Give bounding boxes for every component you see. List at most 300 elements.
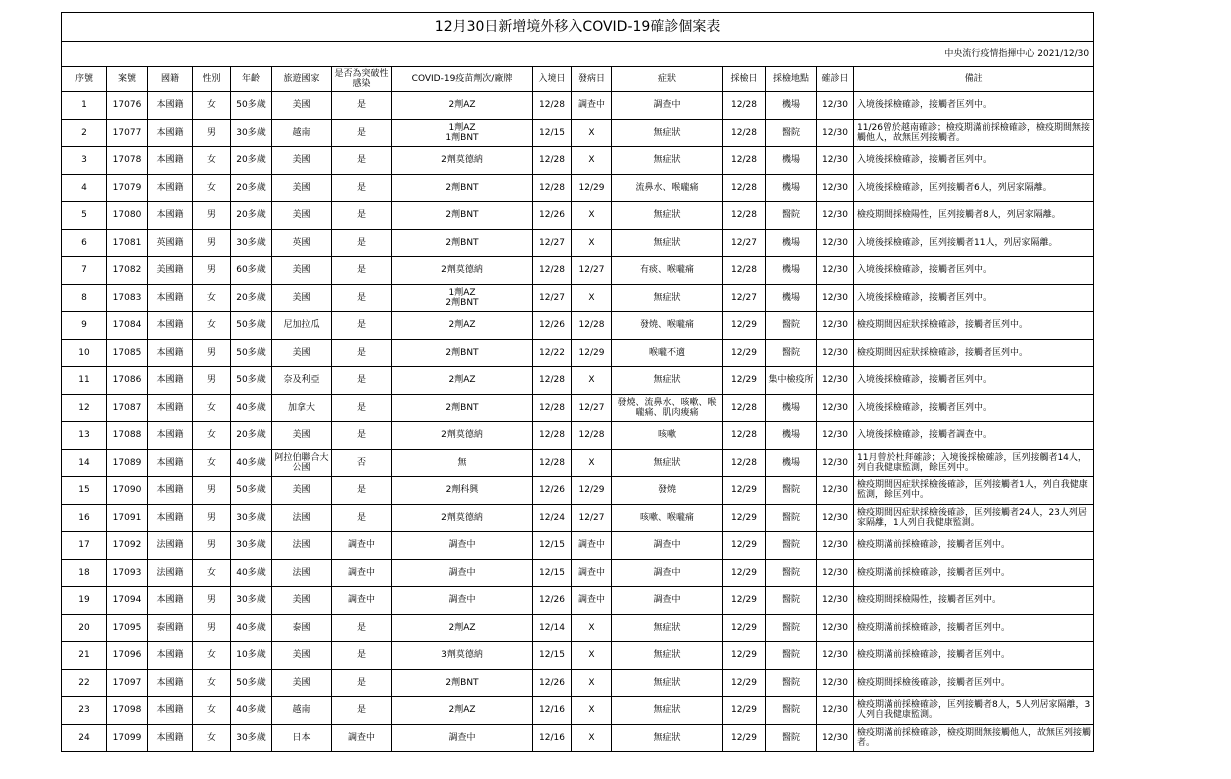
col-case-id-header: 案號 (107, 67, 148, 92)
table-row (62, 229, 1094, 257)
col-vaccine-cell: 2劑莫德納 (392, 147, 533, 175)
col-seq-cell: 9 (62, 312, 107, 340)
col-travel-country-cell: 美國 (272, 174, 332, 202)
col-remarks-cell: 檢疫期間因症狀採檢後確診，匡列接觸者24人，23人列居家隔離，1人列自我健康監測。 (854, 504, 1094, 532)
col-case-id-cell: 17097 (107, 669, 148, 697)
col-remarks-cell: 入境後採檢確診，接觸者匡列中。 (854, 147, 1094, 175)
col-symptoms-cell: 無症狀 (612, 669, 723, 697)
col-symptoms-cell: 喉嚨不適 (612, 339, 723, 367)
col-entry-date-cell: 12/27 (533, 229, 572, 257)
col-case-id-cell: 17084 (107, 312, 148, 340)
col-test-date-cell: 12/28 (723, 174, 766, 202)
col-onset-date-cell: X (572, 697, 612, 725)
col-vaccine-cell: 2劑BNT (392, 202, 533, 230)
col-sex-cell: 女 (193, 312, 231, 340)
col-onset-date-cell: X (572, 147, 612, 175)
col-symptoms-cell: 調查中 (612, 532, 723, 560)
col-nationality-cell: 本國籍 (148, 284, 193, 312)
col-case-id-cell: 17077 (107, 119, 148, 147)
col-confirm-date-cell: 12/30 (817, 449, 854, 477)
col-seq-cell: 4 (62, 174, 107, 202)
col-remarks-cell: 檢疫期間因症狀採檢確診，接觸者匡列中。 (854, 312, 1094, 340)
col-entry-date-cell: 12/28 (533, 367, 572, 395)
col-sex-cell: 女 (193, 669, 231, 697)
table-row (62, 724, 1094, 752)
col-test-date-cell: 12/28 (723, 202, 766, 230)
col-nationality-cell: 本國籍 (148, 724, 193, 752)
col-seq-cell: 11 (62, 367, 107, 395)
col-remarks-cell: 檢疫期間因症狀採檢確診，接觸者匡列中。 (854, 339, 1094, 367)
col-breakthrough-cell: 是 (332, 202, 392, 230)
col-remarks-cell: 檢疫期滿前採檢確診，接觸者匡列中。 (854, 614, 1094, 642)
col-test-location-cell: 醫院 (766, 587, 817, 615)
col-travel-country-cell: 泰國 (272, 614, 332, 642)
col-sex-cell: 男 (193, 614, 231, 642)
col-vaccine-cell: 3劑莫德納 (392, 642, 533, 670)
col-breakthrough-cell: 是 (332, 312, 392, 340)
col-vaccine-cell: 2劑AZ (392, 697, 533, 725)
col-vaccine-cell: 2劑BNT (392, 669, 533, 697)
col-breakthrough-cell: 是 (332, 147, 392, 175)
col-case-id-cell: 17079 (107, 174, 148, 202)
col-symptoms-cell: 無症狀 (612, 614, 723, 642)
col-symptoms-cell: 有痰、喉嚨痛 (612, 257, 723, 285)
col-nationality-cell: 本國籍 (148, 477, 193, 505)
col-confirm-date-cell: 12/30 (817, 422, 854, 450)
col-travel-country-cell: 加拿大 (272, 394, 332, 422)
col-sex-cell: 男 (193, 477, 231, 505)
col-seq-cell: 1 (62, 92, 107, 120)
col-symptoms-cell: 咳嗽、喉嚨痛 (612, 504, 723, 532)
col-breakthrough-cell: 是 (332, 257, 392, 285)
col-age-cell: 30多歲 (231, 724, 272, 752)
col-entry-date-cell: 12/28 (533, 422, 572, 450)
col-breakthrough-header: 是否為突破性 感染 (332, 67, 392, 92)
col-test-location-cell: 醫院 (766, 642, 817, 670)
col-travel-country-cell: 法國 (272, 532, 332, 560)
col-case-id-cell: 17099 (107, 724, 148, 752)
col-vaccine-cell: 調查中 (392, 724, 533, 752)
col-sex-cell: 女 (193, 642, 231, 670)
col-symptoms-cell: 無症狀 (612, 147, 723, 175)
col-onset-date-cell: 調查中 (572, 559, 612, 587)
col-onset-date-cell: 12/29 (572, 174, 612, 202)
col-vaccine-cell: 調查中 (392, 532, 533, 560)
col-sex-cell: 男 (193, 119, 231, 147)
col-symptoms-cell: 發燒、流鼻水、咳嗽、喉嚨痛、肌肉痠痛 (612, 394, 723, 422)
col-travel-country-cell: 越南 (272, 697, 332, 725)
col-entry-date-cell: 12/26 (533, 312, 572, 340)
col-test-location-cell: 機場 (766, 147, 817, 175)
col-age-cell: 50多歲 (231, 477, 272, 505)
col-breakthrough-cell: 是 (332, 614, 392, 642)
col-onset-date-cell: X (572, 614, 612, 642)
col-entry-date-header: 入境日 (533, 67, 572, 92)
col-remarks-cell: 檢疫期滿前採檢確診，接觸者匡列中。 (854, 532, 1094, 560)
col-seq-cell: 17 (62, 532, 107, 560)
col-travel-country-header: 旅遊國家 (272, 67, 332, 92)
col-vaccine-cell: 2劑BNT (392, 339, 533, 367)
table-row (62, 312, 1094, 340)
col-travel-country-cell: 尼加拉瓜 (272, 312, 332, 340)
col-case-id-cell: 17092 (107, 532, 148, 560)
col-travel-country-cell: 美國 (272, 339, 332, 367)
col-age-cell: 30多歲 (231, 119, 272, 147)
col-confirm-date-cell: 12/30 (817, 174, 854, 202)
col-nationality-cell: 本國籍 (148, 422, 193, 450)
col-confirm-date-cell: 12/30 (817, 532, 854, 560)
col-seq-cell: 6 (62, 229, 107, 257)
col-onset-date-header: 發病日 (572, 67, 612, 92)
col-sex-cell: 女 (193, 697, 231, 725)
col-travel-country-cell: 美國 (272, 147, 332, 175)
col-age-cell: 20多歲 (231, 202, 272, 230)
col-confirm-date-cell: 12/30 (817, 312, 854, 340)
table-row (62, 367, 1094, 395)
col-test-date-cell: 12/28 (723, 119, 766, 147)
col-seq-cell: 8 (62, 284, 107, 312)
col-sex-cell: 女 (193, 724, 231, 752)
table-row (62, 697, 1094, 725)
col-confirm-date-cell: 12/30 (817, 587, 854, 615)
table-row (62, 669, 1094, 697)
col-onset-date-cell: 調查中 (572, 92, 612, 120)
col-confirm-date-cell: 12/30 (817, 202, 854, 230)
col-nationality-cell: 本國籍 (148, 697, 193, 725)
col-symptoms-cell: 無症狀 (612, 449, 723, 477)
col-age-cell: 20多歲 (231, 147, 272, 175)
col-sex-cell: 女 (193, 174, 231, 202)
table-row (62, 284, 1094, 312)
col-entry-date-cell: 12/15 (533, 532, 572, 560)
col-test-location-cell: 醫院 (766, 202, 817, 230)
col-breakthrough-cell: 是 (332, 284, 392, 312)
col-vaccine-cell: 調查中 (392, 559, 533, 587)
col-nationality-cell: 美國籍 (148, 257, 193, 285)
table-row (62, 92, 1094, 120)
col-sex-cell: 女 (193, 559, 231, 587)
col-breakthrough-cell: 調查中 (332, 532, 392, 560)
col-remarks-cell: 入境後採檢確診，接觸者調查中。 (854, 422, 1094, 450)
col-vaccine-cell: 2劑BNT (392, 229, 533, 257)
col-seq-cell: 14 (62, 449, 107, 477)
col-entry-date-cell: 12/28 (533, 174, 572, 202)
col-case-id-cell: 17096 (107, 642, 148, 670)
col-test-location-cell: 機場 (766, 394, 817, 422)
col-vaccine-header: COVID-19疫苗劑次/廠牌 (392, 67, 533, 92)
col-entry-date-cell: 12/15 (533, 642, 572, 670)
col-travel-country-cell: 美國 (272, 642, 332, 670)
col-case-id-cell: 17087 (107, 394, 148, 422)
col-breakthrough-cell: 是 (332, 422, 392, 450)
col-remarks-cell: 入境後採檢確診，接觸者匡列中。 (854, 367, 1094, 395)
col-vaccine-cell: 無 (392, 449, 533, 477)
col-age-cell: 40多歲 (231, 559, 272, 587)
col-age-cell: 50多歲 (231, 92, 272, 120)
col-onset-date-cell: X (572, 642, 612, 670)
col-seq-cell: 5 (62, 202, 107, 230)
col-seq-cell: 19 (62, 587, 107, 615)
col-nationality-cell: 本國籍 (148, 669, 193, 697)
col-case-id-cell: 17091 (107, 504, 148, 532)
col-remarks-cell: 入境後採檢確診，匡列接觸者11人，列居家隔離。 (854, 229, 1094, 257)
col-entry-date-cell: 12/28 (533, 394, 572, 422)
col-confirm-date-cell: 12/30 (817, 339, 854, 367)
col-confirm-date-cell: 12/30 (817, 477, 854, 505)
col-breakthrough-cell: 是 (332, 477, 392, 505)
col-symptoms-header: 症狀 (612, 67, 723, 92)
col-breakthrough-cell: 調查中 (332, 587, 392, 615)
col-age-cell: 30多歲 (231, 504, 272, 532)
col-onset-date-cell: X (572, 449, 612, 477)
col-test-location-cell: 醫院 (766, 477, 817, 505)
col-onset-date-cell: 12/27 (572, 504, 612, 532)
table-row (62, 119, 1094, 147)
col-sex-cell: 女 (193, 147, 231, 175)
col-travel-country-cell: 美國 (272, 92, 332, 120)
col-sex-header: 性別 (193, 67, 231, 92)
col-onset-date-cell: X (572, 119, 612, 147)
col-breakthrough-cell: 是 (332, 92, 392, 120)
col-confirm-date-cell: 12/30 (817, 119, 854, 147)
col-breakthrough-cell: 是 (332, 339, 392, 367)
col-test-date-cell: 12/29 (723, 559, 766, 587)
col-seq-cell: 21 (62, 642, 107, 670)
col-case-id-cell: 17083 (107, 284, 148, 312)
col-age-cell: 50多歲 (231, 312, 272, 340)
col-travel-country-cell: 美國 (272, 422, 332, 450)
col-nationality-cell: 法國籍 (148, 532, 193, 560)
col-age-cell: 60多歲 (231, 257, 272, 285)
col-travel-country-cell: 法國 (272, 559, 332, 587)
col-breakthrough-cell: 是 (332, 504, 392, 532)
col-travel-country-cell: 美國 (272, 587, 332, 615)
col-vaccine-cell: 2劑莫德納 (392, 422, 533, 450)
col-age-cell: 50多歲 (231, 339, 272, 367)
col-onset-date-cell: 調查中 (572, 587, 612, 615)
col-symptoms-cell: 流鼻水、喉嚨痛 (612, 174, 723, 202)
col-confirm-date-cell: 12/30 (817, 367, 854, 395)
col-test-location-cell: 醫院 (766, 614, 817, 642)
col-entry-date-cell: 12/28 (533, 257, 572, 285)
col-test-date-cell: 12/28 (723, 422, 766, 450)
col-sex-cell: 女 (193, 422, 231, 450)
col-confirm-date-cell: 12/30 (817, 614, 854, 642)
col-vaccine-cell: 調查中 (392, 587, 533, 615)
col-remarks-cell: 11/26曾於越南確診；檢疫期滿前採檢確診，檢疫期間無接觸他人，故無匡列接觸者。 (854, 119, 1094, 147)
col-vaccine-cell: 2劑AZ (392, 92, 533, 120)
col-sex-cell: 女 (193, 284, 231, 312)
col-symptoms-cell: 無症狀 (612, 202, 723, 230)
col-test-location-cell: 機場 (766, 257, 817, 285)
col-nationality-cell: 本國籍 (148, 642, 193, 670)
col-onset-date-cell: 12/29 (572, 477, 612, 505)
col-sex-cell: 男 (193, 229, 231, 257)
col-test-date-cell: 12/29 (723, 504, 766, 532)
col-entry-date-cell: 12/28 (533, 92, 572, 120)
col-case-id-cell: 17094 (107, 587, 148, 615)
col-seq-cell: 20 (62, 614, 107, 642)
col-confirm-date-cell: 12/30 (817, 229, 854, 257)
col-confirm-date-cell: 12/30 (817, 642, 854, 670)
col-case-id-cell: 17098 (107, 697, 148, 725)
col-age-cell: 20多歲 (231, 422, 272, 450)
col-breakthrough-cell: 是 (332, 697, 392, 725)
col-entry-date-cell: 12/28 (533, 147, 572, 175)
col-test-date-cell: 12/28 (723, 449, 766, 477)
col-confirm-date-header: 確診日 (817, 67, 854, 92)
col-breakthrough-cell: 是 (332, 229, 392, 257)
col-vaccine-cell: 2劑莫德納 (392, 257, 533, 285)
col-case-id-cell: 17089 (107, 449, 148, 477)
col-confirm-date-cell: 12/30 (817, 559, 854, 587)
col-vaccine-cell: 2劑BNT (392, 394, 533, 422)
col-travel-country-cell: 奈及利亞 (272, 367, 332, 395)
col-sex-cell: 女 (193, 394, 231, 422)
col-sex-cell: 男 (193, 532, 231, 560)
col-remarks-cell: 檢疫期滿前採檢確診，匡列接觸者8人，5人列居家隔離，3人列自我健康監測。 (854, 697, 1094, 725)
col-entry-date-cell: 12/14 (533, 614, 572, 642)
col-case-id-cell: 17085 (107, 339, 148, 367)
col-test-date-cell: 12/29 (723, 367, 766, 395)
col-seq-cell: 2 (62, 119, 107, 147)
col-nationality-cell: 本國籍 (148, 339, 193, 367)
col-entry-date-cell: 12/26 (533, 587, 572, 615)
col-age-cell: 40多歲 (231, 697, 272, 725)
table-row (62, 147, 1094, 175)
col-test-date-cell: 12/29 (723, 697, 766, 725)
col-test-date-cell: 12/29 (723, 312, 766, 340)
table-row (62, 587, 1094, 615)
col-remarks-cell: 檢疫期間因症狀採檢後確診，匡列接觸者1人，列自我健康監測，餘匡列中。 (854, 477, 1094, 505)
col-nationality-cell: 本國籍 (148, 174, 193, 202)
col-onset-date-cell: X (572, 229, 612, 257)
col-seq-cell: 16 (62, 504, 107, 532)
table-row (62, 642, 1094, 670)
col-travel-country-cell: 英國 (272, 229, 332, 257)
col-symptoms-cell: 無症狀 (612, 642, 723, 670)
col-sex-cell: 男 (193, 339, 231, 367)
col-entry-date-cell: 12/26 (533, 477, 572, 505)
col-remarks-cell: 入境後採檢確診，接觸者匡列中。 (854, 394, 1094, 422)
col-nationality-header: 國籍 (148, 67, 193, 92)
col-nationality-cell: 本國籍 (148, 147, 193, 175)
col-confirm-date-cell: 12/30 (817, 394, 854, 422)
col-onset-date-cell: X (572, 202, 612, 230)
col-confirm-date-cell: 12/30 (817, 504, 854, 532)
col-nationality-cell: 本國籍 (148, 394, 193, 422)
col-travel-country-cell: 美國 (272, 257, 332, 285)
col-nationality-cell: 法國籍 (148, 559, 193, 587)
col-test-location-header: 採檢地點 (766, 67, 817, 92)
col-symptoms-cell: 調查中 (612, 92, 723, 120)
col-nationality-cell: 本國籍 (148, 92, 193, 120)
col-nationality-cell: 本國籍 (148, 312, 193, 340)
col-test-location-cell: 機場 (766, 229, 817, 257)
col-entry-date-cell: 12/16 (533, 697, 572, 725)
col-symptoms-cell: 無症狀 (612, 284, 723, 312)
col-entry-date-cell: 12/26 (533, 202, 572, 230)
col-seq-cell: 3 (62, 147, 107, 175)
table-row (62, 422, 1094, 450)
col-nationality-cell: 本國籍 (148, 587, 193, 615)
col-confirm-date-cell: 12/30 (817, 92, 854, 120)
header-row (62, 67, 1094, 92)
col-symptoms-cell: 無症狀 (612, 367, 723, 395)
col-test-date-cell: 12/29 (723, 339, 766, 367)
col-test-location-cell: 醫院 (766, 339, 817, 367)
table-row (62, 559, 1094, 587)
col-onset-date-cell: 12/29 (572, 339, 612, 367)
table-title: 12月30日新增境外移入COVID-19確診個案表 (62, 13, 1094, 42)
col-breakthrough-cell: 否 (332, 449, 392, 477)
col-test-date-cell: 12/29 (723, 532, 766, 560)
col-onset-date-cell: X (572, 724, 612, 752)
col-test-date-cell: 12/28 (723, 394, 766, 422)
table-row (62, 394, 1094, 422)
col-breakthrough-cell: 是 (332, 642, 392, 670)
col-confirm-date-cell: 12/30 (817, 724, 854, 752)
col-confirm-date-cell: 12/30 (817, 669, 854, 697)
col-case-id-cell: 17078 (107, 147, 148, 175)
table-row (62, 202, 1094, 230)
col-case-id-cell: 17080 (107, 202, 148, 230)
col-seq-header: 序號 (62, 67, 107, 92)
col-test-location-cell: 機場 (766, 174, 817, 202)
col-travel-country-cell: 法國 (272, 504, 332, 532)
col-remarks-cell: 檢疫期滿前採檢確診，接觸者匡列中。 (854, 642, 1094, 670)
case-table (61, 12, 1094, 752)
col-confirm-date-cell: 12/30 (817, 697, 854, 725)
col-test-date-cell: 12/28 (723, 147, 766, 175)
col-symptoms-cell: 發燒 (612, 477, 723, 505)
col-test-date-cell: 12/28 (723, 92, 766, 120)
col-onset-date-cell: 12/27 (572, 394, 612, 422)
col-seq-cell: 23 (62, 697, 107, 725)
col-case-id-cell: 17090 (107, 477, 148, 505)
col-symptoms-cell: 無症狀 (612, 697, 723, 725)
col-onset-date-cell: X (572, 284, 612, 312)
col-vaccine-cell: 1劑AZ 1劑BNT (392, 119, 533, 147)
col-confirm-date-cell: 12/30 (817, 284, 854, 312)
col-case-id-cell: 17095 (107, 614, 148, 642)
col-symptoms-cell: 無症狀 (612, 724, 723, 752)
table-row (62, 532, 1094, 560)
col-travel-country-cell: 越南 (272, 119, 332, 147)
col-travel-country-cell: 美國 (272, 477, 332, 505)
col-case-id-cell: 17082 (107, 257, 148, 285)
table-row (62, 174, 1094, 202)
col-age-cell: 50多歲 (231, 367, 272, 395)
col-test-location-cell: 集中檢疫所 (766, 367, 817, 395)
col-seq-cell: 13 (62, 422, 107, 450)
col-case-id-cell: 17093 (107, 559, 148, 587)
col-test-date-cell: 12/29 (723, 614, 766, 642)
col-confirm-date-cell: 12/30 (817, 257, 854, 285)
col-test-location-cell: 醫院 (766, 724, 817, 752)
col-sex-cell: 女 (193, 92, 231, 120)
col-onset-date-cell: X (572, 367, 612, 395)
col-symptoms-cell: 發燒、喉嚨痛 (612, 312, 723, 340)
col-entry-date-cell: 12/15 (533, 119, 572, 147)
col-test-date-cell: 12/29 (723, 477, 766, 505)
col-remarks-cell: 入境後採檢確診，接觸者匡列中。 (854, 257, 1094, 285)
col-onset-date-cell: X (572, 669, 612, 697)
col-seq-cell: 7 (62, 257, 107, 285)
col-onset-date-cell: 12/28 (572, 422, 612, 450)
col-sex-cell: 男 (193, 257, 231, 285)
col-travel-country-cell: 美國 (272, 284, 332, 312)
